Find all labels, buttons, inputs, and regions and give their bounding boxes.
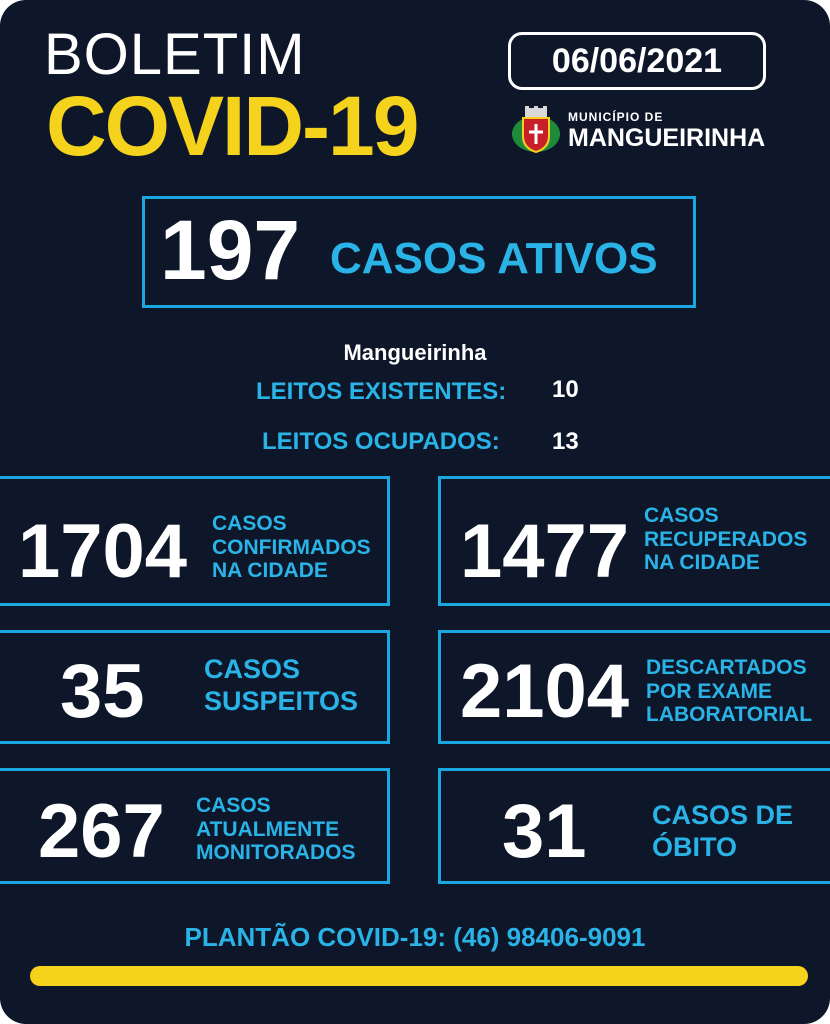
active-cases-label: CASOS ATIVOS [330,234,658,283]
beds-existing-value: 10 [552,376,579,403]
suspected-label [204,654,358,718]
monitored-label [196,794,355,865]
discarded-label-line2: POR EXAME [646,679,773,703]
recovered-label-line1: CASOS [644,504,719,527]
deaths-label-line1: CASOS DE [652,800,794,830]
confirmed-label-line3: NA CIDADE [212,559,328,583]
monitored-label-line1: CASOS [196,794,271,817]
beds-existing-label: LEITOS EXISTENTES: [256,378,507,405]
footer-bar [30,966,808,986]
discarded-label [646,656,812,727]
recovered-value: 1477 [460,509,630,594]
confirmed-value: 1704 [18,509,188,594]
recovered-label [644,504,807,575]
beds-occupied-label: LEITOS OCUPADOS: [262,428,500,455]
discarded-label-line1: DESCARTADOS [646,656,807,679]
recovered-label-line2: RECUPERADOS [644,527,808,551]
discarded-value: 2104 [460,649,630,734]
suspected-label-line1: CASOS [204,654,301,684]
confirmed-label-line1: CASOS [212,512,287,535]
monitored-label-line2: ATUALMENTE [196,817,340,841]
municipality-name: MANGUEIRINHA [568,124,766,152]
title-boletim: BOLETIM [44,22,306,87]
municipality-caption: MUNICÍPIO DE [568,110,664,124]
date-badge [508,32,766,90]
monitored-label-line3: MONITORADOS [196,841,356,865]
city-name: Mangueirinha [343,340,487,365]
confirmed-label-line2: CONFIRMADOS [212,535,371,559]
monitored-value: 267 [38,789,165,874]
recovered-label-line3: NA CIDADE [644,551,760,575]
date-text: 06/06/2021 [551,41,723,80]
confirmed-label [212,512,371,583]
hotline-text: PLANTÃO COVID-19: (46) 98406-9091 [184,922,646,952]
deaths-label-line2: ÓBITO [652,831,738,862]
municipal-crest-icon [510,104,562,156]
deaths-label [652,800,793,864]
beds-occupied-value: 13 [552,428,579,455]
suspected-value: 35 [60,649,145,734]
deaths-value: 31 [502,789,587,874]
discarded-label-line3: LABORATORIAL [646,703,813,727]
suspected-label-line2: SUSPEITOS [204,685,359,716]
title-covid-19: COVID-19 [46,79,418,173]
active-cases-value: 197 [160,203,301,297]
